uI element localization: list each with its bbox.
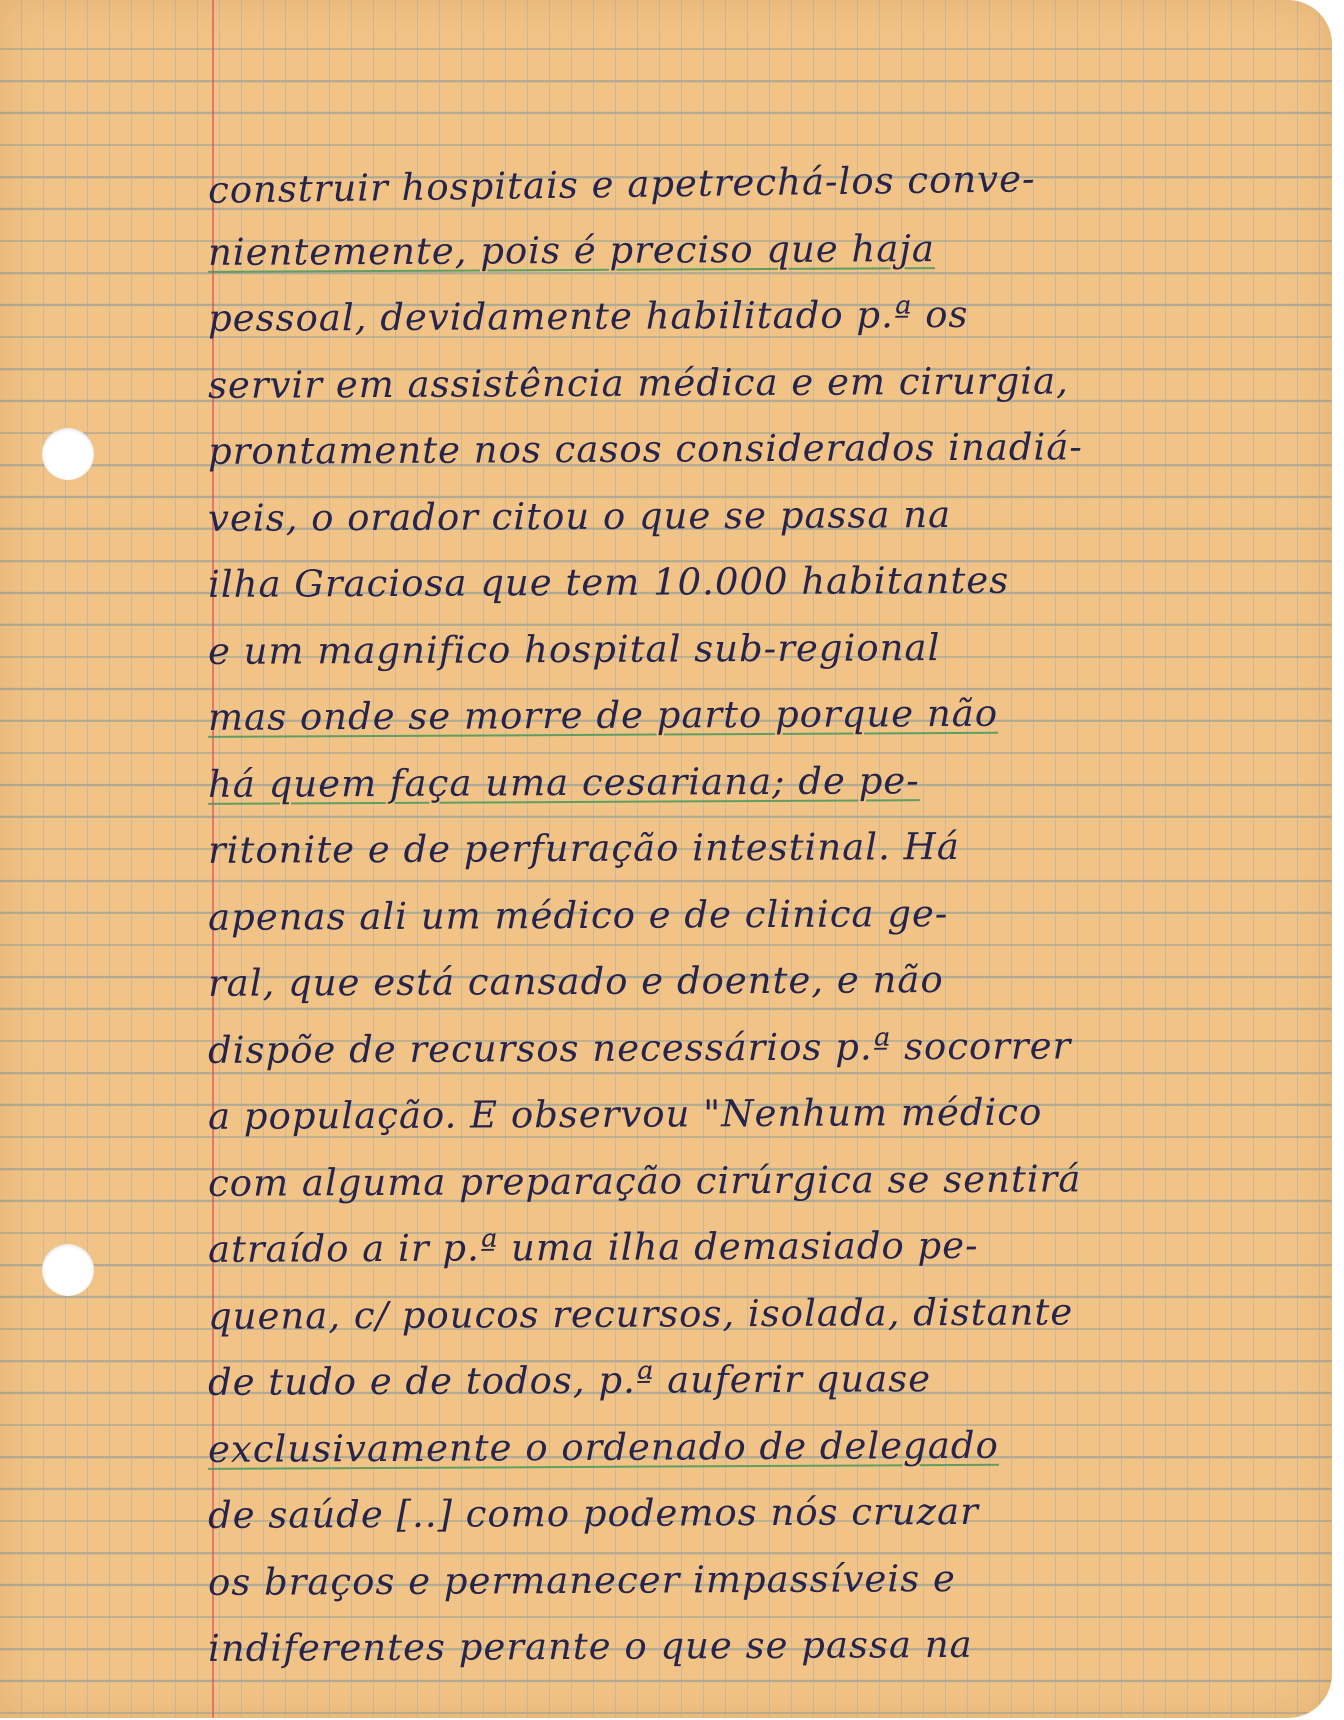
text-line: apenas ali um médico e de clinica ge- bbox=[207, 891, 949, 939]
text-line: de saúde [..] como podemos nós cruzar bbox=[207, 1489, 979, 1537]
text-line: pessoal, devidamente habilitado p.ª os bbox=[207, 292, 969, 340]
text-line: veis, o orador citou o que se passa na bbox=[207, 492, 952, 540]
text-line: mas onde se morre de parto porque não bbox=[207, 691, 999, 739]
text-line: servir em assistência médica e em cirurgia, bbox=[207, 358, 1069, 407]
text-line: prontamente nos casos considerados inadiá- bbox=[207, 425, 1083, 473]
text-line: quena, c/ poucos recursos, isolada, distante bbox=[207, 1289, 1074, 1338]
handwritten-text bbox=[208, 150, 1318, 1680]
text-line: ral, que está cansado e doente, e não bbox=[207, 958, 944, 1005]
text-line: exclusivamente o ordenado de delegado bbox=[207, 1423, 999, 1471]
text-line: construir hospitais e apetrechá-los conve- bbox=[207, 157, 1036, 212]
text-line: a população. E observou "Nenhum médico bbox=[207, 1090, 1043, 1138]
binder-hole-top bbox=[42, 428, 94, 480]
text-line: ilha Graciosa que tem 10.000 habitantes bbox=[207, 558, 1010, 606]
text-line: ritonite e de perfuração intestinal. Há bbox=[207, 824, 961, 872]
text-line: os braços e permanecer impassíveis e bbox=[207, 1556, 956, 1604]
text-line: há quem faça uma cesariana; de pe- bbox=[207, 758, 920, 806]
text-line: com alguma preparação cirúrgica se sentirá bbox=[207, 1156, 1082, 1205]
text-line: atraído a ir p.ª uma ilha demasiado pe- bbox=[207, 1223, 979, 1271]
text-line: nientemente, pois é preciso que haja bbox=[207, 226, 936, 274]
binder-hole-bottom bbox=[42, 1244, 94, 1296]
text-line: de tudo e de todos, p.ª auferir quase bbox=[207, 1357, 932, 1404]
text-line: e um magnifico hospital sub-regional bbox=[207, 625, 941, 673]
text-line: indiferentes perante o que se passa na bbox=[207, 1622, 973, 1670]
text-line: dispõe de recursos necessários p.ª socorrer bbox=[207, 1023, 1072, 1072]
